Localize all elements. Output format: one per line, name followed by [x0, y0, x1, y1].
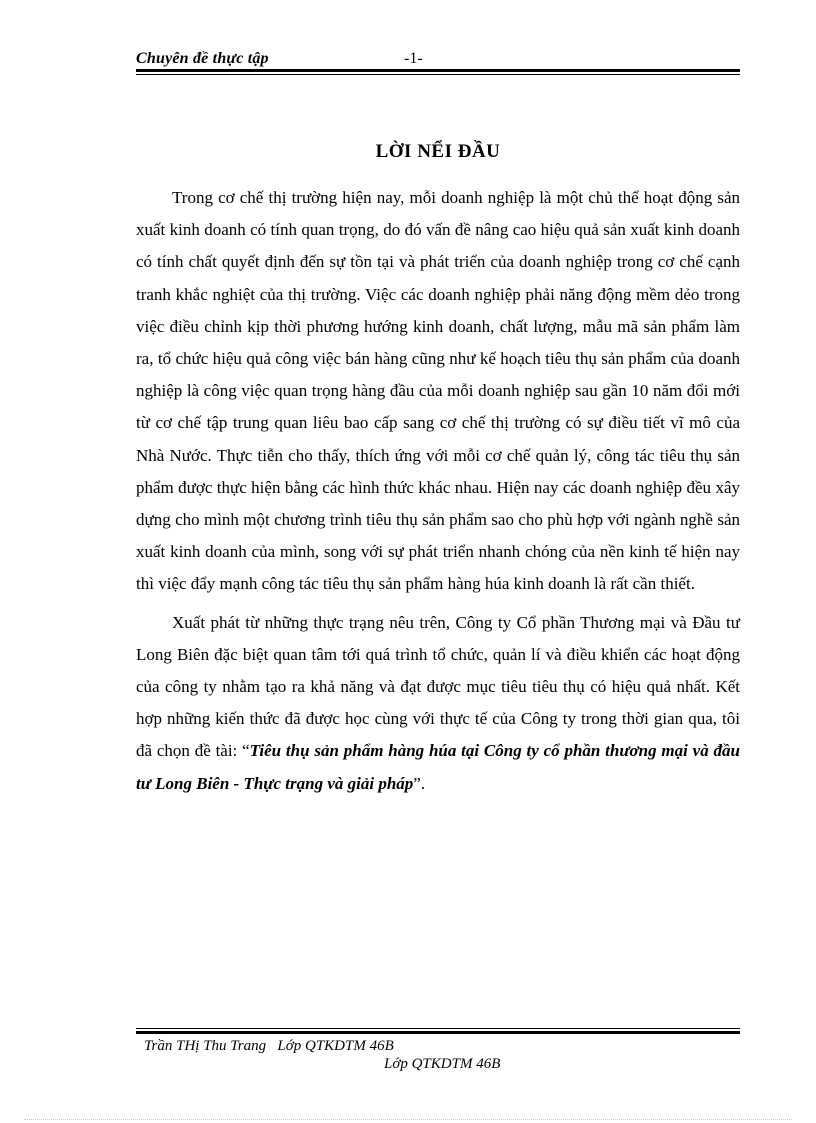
paragraph-2-topic: Tiêu thụ sản phẩm hàng húa tại Công ty cổ phần thương mại và đầu tư Long Biên - Thực trạng và giải pháp: [136, 741, 740, 793]
body-text: [136, 182, 740, 800]
paragraph-2-intro: Xuất phát từ những thực trạng nêu trên, Công ty Cổ phần Thương mại và Đầu tư Long Biên đặc biệt quan tâm tới quá trình tổ chức, quản lí và điều khiển các hoạt động của công ty nhằm tạo ra khả năng và đạt được mục tiêu tiêu thụ có hiệu quả nhất. Kết hợp những kiến thức đã được học cùng với thực tế của Công ty trong thời gian qua, tôi đã chọn đề tài: “: [136, 612, 740, 761]
footer-rule-thin: [136, 1028, 740, 1029]
page-edge-divider: [24, 1119, 792, 1120]
paragraph-2-end: ”.: [413, 773, 426, 793]
document-title: LỜI NỂI ĐẦU: [375, 141, 501, 162]
paragraph-1: Trong cơ chế thị trường hiện nay, mỗi doanh nghiệp là một chủ thể hoạt động sản xuất kinh doanh có tính quan trọng, do đó vấn đề nâng cao hiệu quả sản xuất kinh doanh có tính chất quyết định đến sự tồn tại và phát triển của doanh nghiệp trong cơ chế cạnh tranh khắc nghiệt của thị trường. Việc các doanh nghiệp phải năng động mềm dẻo trong việc điều chỉnh kịp thời phương hướng kinh doanh, chất lượng, mẫu mã sản phẩm làm ra, tổ chức hiệu quả công việc bán hàng cũng như kế hoạch tiêu thụ sản phẩm của doanh nghiệp là công việc quan trọng hàng đầu của mỗi doanh nghiệp sau gần 10 năm đổi mới từ cơ chế tập trung quan liêu bao cấp sang cơ chế thị trường có sự điều tiết vĩ mô của Nhà Nước. Thực tiễn cho thấy, thích ứng với mỗi cơ chế quản lý, công tác tiêu thụ sản phẩm được thực hiện bằng các hình thức khác nhau. Hiện nay các doanh nghiệp đều xây dựng cho mình một chương trình tiêu thụ sản phẩm sao cho phù hợp với ngành nghề sản xuất kinh doanh của mình, song với sự phát triển nhanh chóng của nền kinh tế hiện nay thì việc đẩy mạnh công tác tiêu thụ sản phẩm hàng húa kinh doanh là rất cần thiết.: [136, 188, 740, 594]
footer-class: Lớp QTKDTM 46B: [384, 1056, 501, 1072]
paragraph-2: [136, 607, 740, 800]
header-rule-thick: [136, 69, 740, 72]
header-title: Chuyên đề thực tập: [136, 50, 269, 67]
header-rule-thin: [136, 74, 740, 75]
footer-author-class: Trần THị Thu Trang Lớp QTKDTM 46B: [144, 1038, 394, 1054]
page-number: -1-: [404, 50, 423, 67]
footer-rule-thick: [136, 1031, 740, 1034]
